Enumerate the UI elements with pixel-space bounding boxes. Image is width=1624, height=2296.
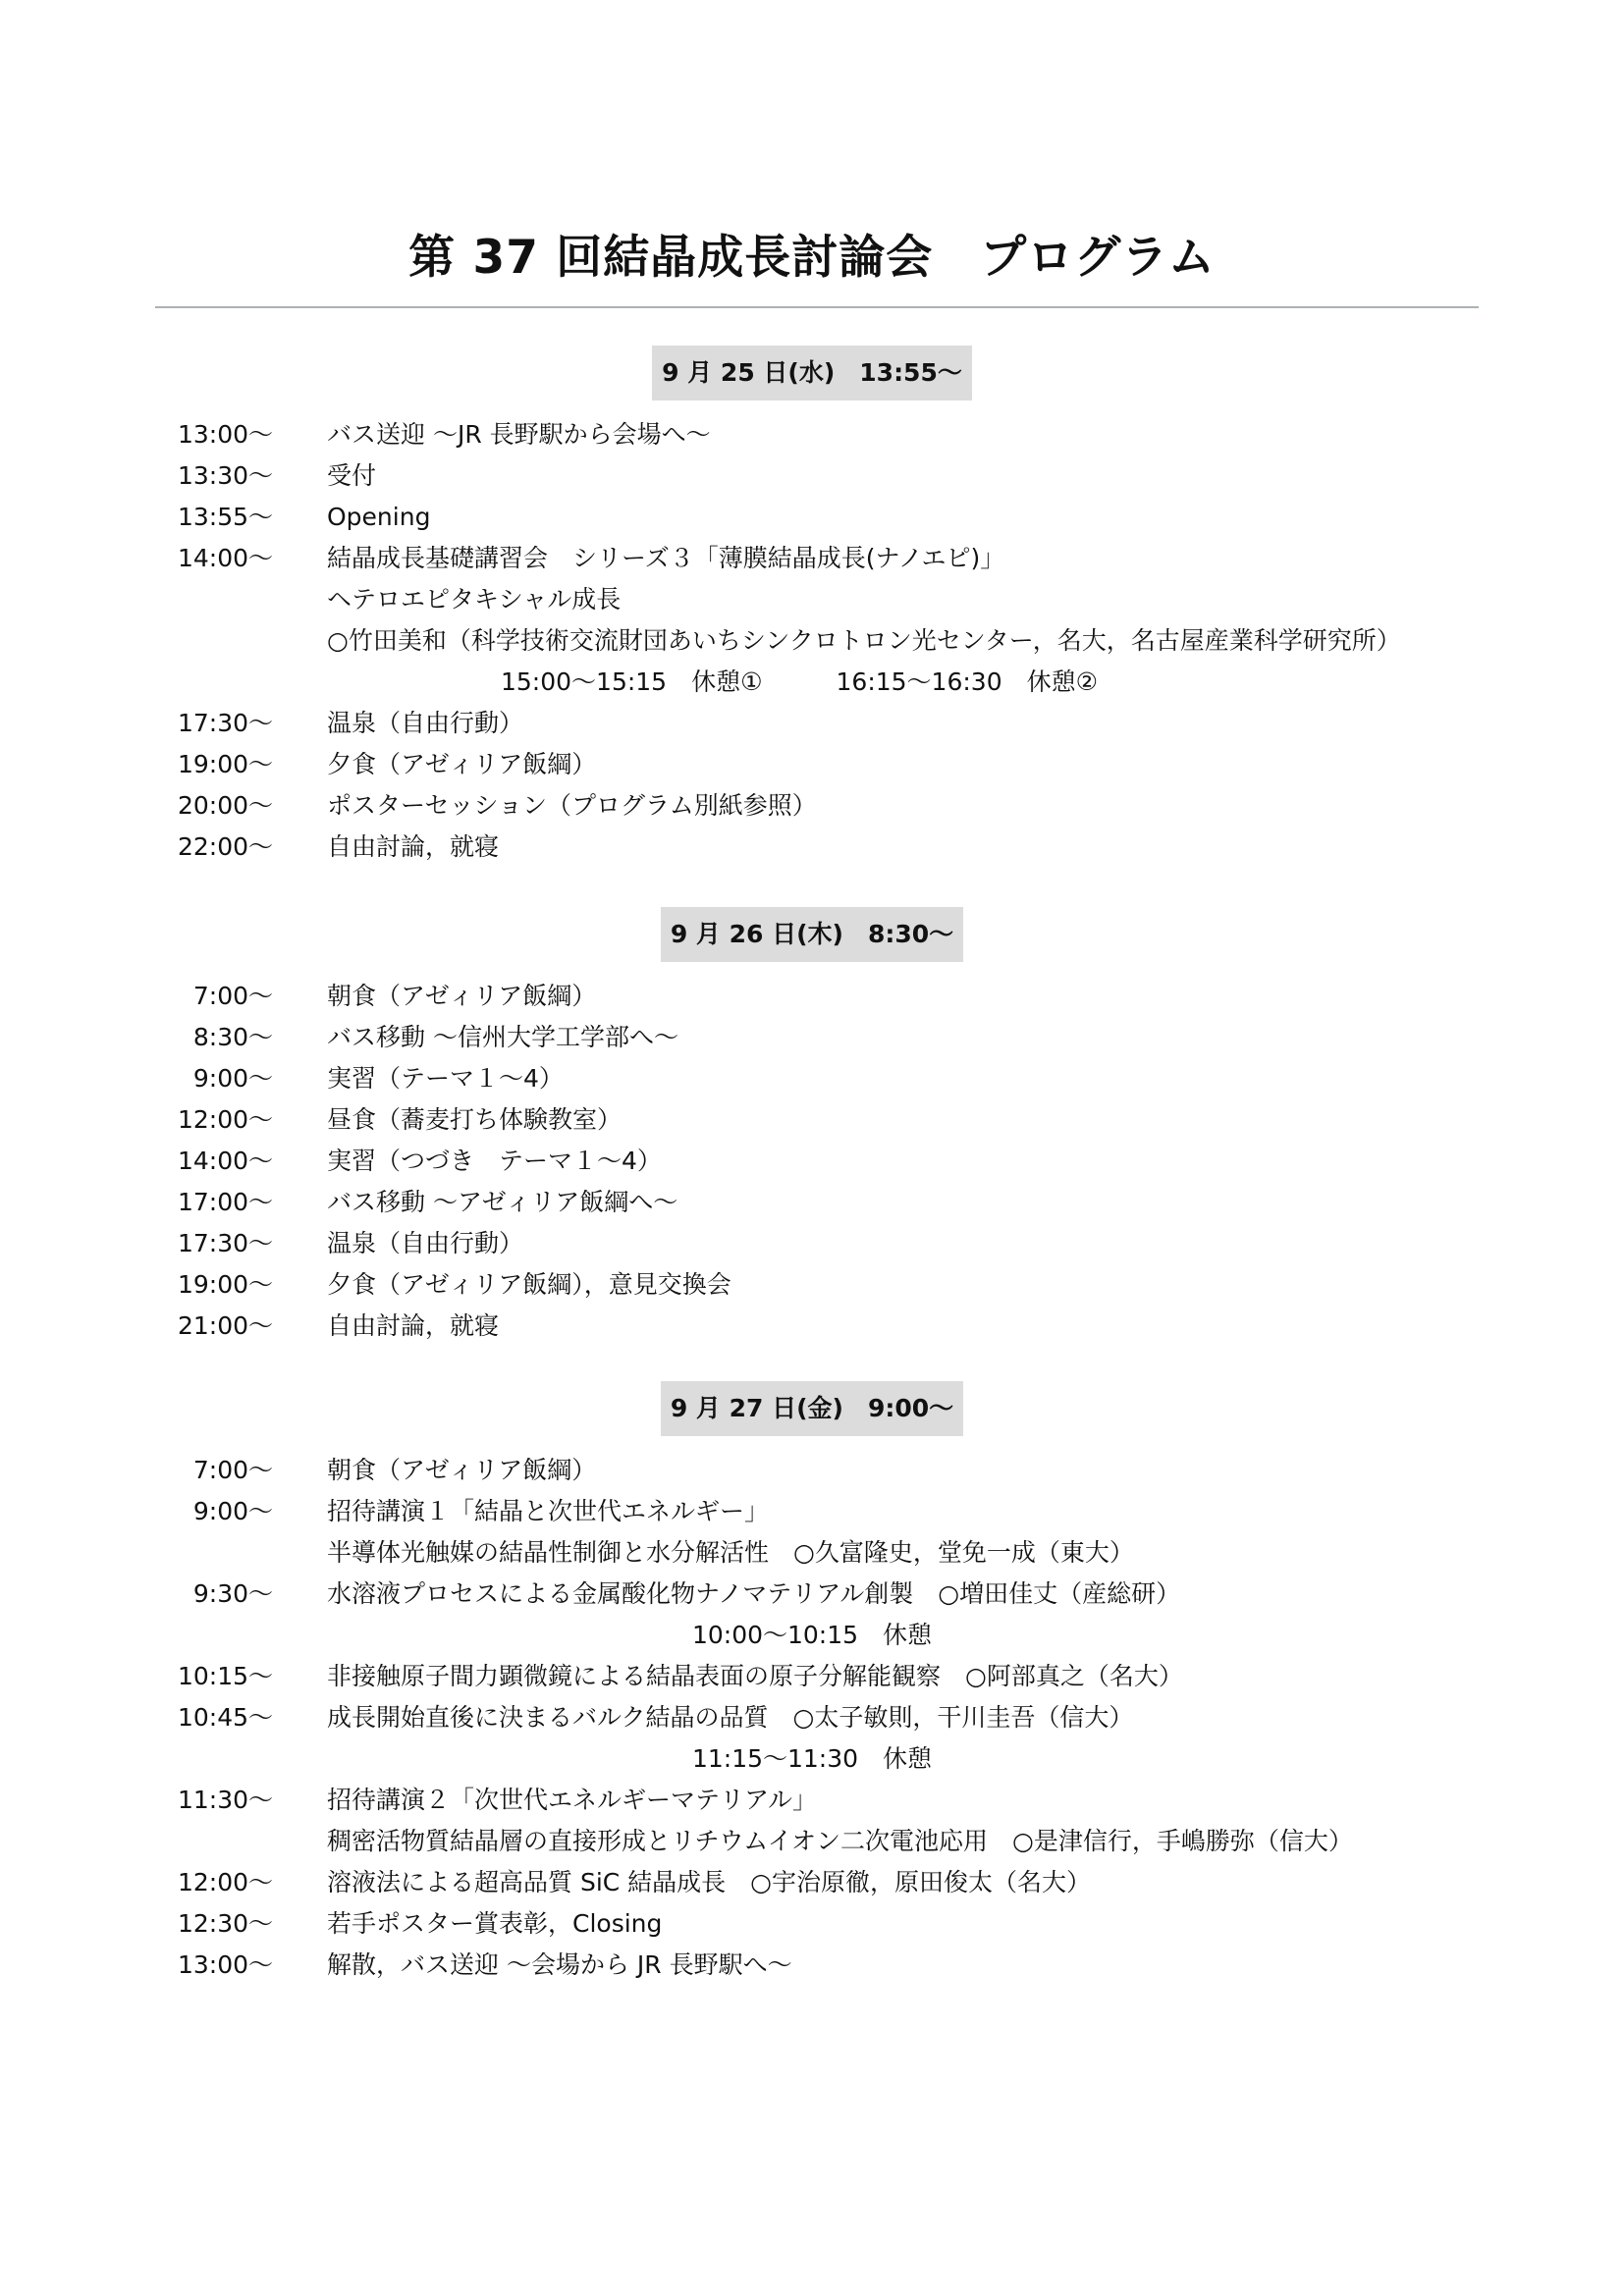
schedule-text: 11:15〜11:30 休憩 (691, 1744, 933, 1773)
schedule-row (0, 538, 1624, 579)
schedule-row (0, 1532, 1624, 1574)
schedule-row (0, 744, 1624, 785)
schedule-row (0, 1182, 1624, 1223)
schedule-text: バス移動 〜アゼィリア飯綱へ〜 (327, 1188, 678, 1216)
schedule-text: 夕食（アゼィリア飯綱），意見交換会 (327, 1270, 731, 1299)
title-divider (155, 306, 1479, 308)
schedule-time: 12:00〜 (177, 1105, 273, 1134)
schedule-row (0, 785, 1624, 827)
schedule-time: 10:45〜 (177, 1703, 273, 1732)
schedule-time: 9:00〜 (192, 1497, 273, 1525)
schedule-text: 非接触原子間力顕微鏡による結晶表面の原子分解能観察 ○阿部真之（名大） (327, 1662, 1183, 1690)
schedule-time: 13:55〜 (177, 503, 273, 531)
schedule-time: 17:30〜 (177, 1229, 273, 1257)
schedule-time: 7:00〜 (192, 1456, 273, 1484)
schedule-row (0, 1450, 1624, 1491)
schedule-text: バス移動 〜信州大学工学部へ〜 (327, 1023, 678, 1051)
schedule-time: 20:00〜 (177, 791, 273, 820)
schedule-time: 8:30〜 (192, 1023, 273, 1051)
schedule-text: 溶液法による超高品質 SiC 結晶成長 ○宇治原徹，原田俊太（名大） (327, 1868, 1091, 1896)
schedule-row (0, 1697, 1624, 1738)
schedule-row (0, 703, 1624, 744)
schedule-text: 温泉（自由行動） (327, 709, 524, 737)
schedule-text: 解散，バス送迎 〜会場から JR 長野駅へ〜 (327, 1950, 792, 1979)
schedule-time: 11:30〜 (177, 1786, 273, 1814)
schedule-text: 若手ポスター賞表彰，Closing (327, 1909, 663, 1938)
day-header (0, 346, 1624, 400)
schedule-row (0, 1491, 1624, 1532)
schedule-row (0, 1656, 1624, 1697)
schedule-row (0, 662, 1624, 703)
schedule-time: 21:00〜 (177, 1311, 273, 1340)
schedule-time: 7:00〜 (192, 982, 273, 1010)
schedule-row (0, 1862, 1624, 1903)
schedule-row (0, 1903, 1624, 1945)
schedule-text: ○竹田美和（科学技術交流財団あいちシンクロトロン光センター，名大，名古屋産業科学研究所） (327, 626, 1401, 655)
schedule-row (0, 1141, 1624, 1182)
schedule-row (0, 1306, 1624, 1347)
schedule-row (0, 1223, 1624, 1264)
schedule-time: 19:00〜 (177, 750, 273, 778)
schedule-text: 自由討論，就寝 (327, 832, 500, 861)
schedule-text: 実習（テーマ１〜4） (327, 1064, 564, 1093)
schedule-text: 10:00〜10:15 休憩 (691, 1621, 933, 1649)
schedule-text: 15:00〜15:15 休憩① 16:15〜16:30 休憩② (501, 667, 1099, 696)
schedule-text: 招待講演２「次世代エネルギーマテリアル」 (327, 1786, 818, 1814)
schedule-row (0, 1099, 1624, 1141)
schedule-row (0, 414, 1624, 455)
schedule-time: 14:00〜 (177, 1147, 273, 1175)
day-label: 9 月 27 日(金) 9:00〜 (661, 1381, 963, 1436)
schedule-time: 9:30〜 (192, 1579, 273, 1608)
schedule-text: 稠密活物質結晶層の直接形成とリチウムイオン二次電池応用 ○是津信行，手嶋勝弥（信大） (327, 1827, 1353, 1855)
schedule-row (0, 620, 1624, 662)
schedule-text: 朝食（アゼィリア飯綱） (327, 1456, 597, 1484)
schedule-row (0, 1615, 1624, 1656)
schedule-text: 実習（つづき テーマ１〜4） (327, 1147, 662, 1175)
schedule-time: 22:00〜 (177, 832, 273, 861)
schedule-text: 水溶液プロセスによる金属酸化物ナノマテリアル創製 ○増田佳丈（産総研） (327, 1579, 1181, 1608)
schedule-row (0, 1017, 1624, 1058)
schedule-row (0, 1574, 1624, 1615)
schedule-text: 夕食（アゼィリア飯綱） (327, 750, 597, 778)
schedule-row (0, 579, 1624, 620)
schedule-row (0, 1738, 1624, 1780)
schedule-text: 朝食（アゼィリア飯綱） (327, 982, 597, 1010)
day-header (0, 907, 1624, 962)
schedule-text: 昼食（蕎麦打ち体験教室） (327, 1105, 623, 1134)
schedule-time: 9:00〜 (192, 1064, 273, 1093)
schedule-time: 17:00〜 (177, 1188, 273, 1216)
schedule-time: 13:00〜 (177, 1950, 273, 1979)
schedule-text: 半導体光触媒の結晶性制御と水分解活性 ○久富隆史，堂免一成（東大） (327, 1538, 1134, 1567)
schedule-time: 12:30〜 (177, 1909, 273, 1938)
schedule-time: 13:30〜 (177, 461, 273, 490)
schedule-row (0, 455, 1624, 497)
schedule-time: 17:30〜 (177, 709, 273, 737)
schedule-time: 14:00〜 (177, 544, 273, 572)
schedule-time: 12:00〜 (177, 1868, 273, 1896)
schedule-row (0, 827, 1624, 868)
schedule-row (0, 1264, 1624, 1306)
schedule-list (0, 976, 1624, 1347)
day-label: 9 月 26 日(木) 8:30〜 (661, 907, 963, 962)
schedule-row (0, 1821, 1624, 1862)
day-header (0, 1381, 1624, 1436)
day-label: 9 月 25 日(水) 13:55〜 (652, 346, 972, 400)
schedule-text: ポスターセッション（プログラム別紙参照） (327, 791, 817, 820)
schedule-text: ヘテロエピタキシャル成長 (327, 585, 622, 614)
schedule-text: 成長開始直後に決まるバルク結晶の品質 ○太子敏則，干川圭吾（信大） (327, 1703, 1134, 1732)
schedule-text: 温泉（自由行動） (327, 1229, 524, 1257)
schedule-text: 自由討論，就寝 (327, 1311, 500, 1340)
schedule-text: Opening (327, 503, 431, 531)
schedule-time: 19:00〜 (177, 1270, 273, 1299)
schedule-text: 招待講演１「結晶と次世代エネルギー」 (327, 1497, 770, 1525)
schedule-time: 13:00〜 (177, 420, 273, 449)
schedule-row (0, 1945, 1624, 1986)
schedule-list (0, 1450, 1624, 1986)
schedule-list (0, 414, 1624, 868)
page-title: 第 37 回結晶成長討論会 プログラム (408, 231, 1216, 285)
schedule-time: 10:15〜 (177, 1662, 273, 1690)
schedule-row (0, 976, 1624, 1017)
schedule-row (0, 1780, 1624, 1821)
schedule-text: 受付 (327, 461, 377, 490)
schedule-row (0, 497, 1624, 538)
schedule-row (0, 1058, 1624, 1099)
schedule-text: バス送迎 〜JR 長野駅から会場へ〜 (327, 420, 711, 449)
schedule-text: 結晶成長基礎講習会 シリーズ３「薄膜結晶成長(ナノエピ)」 (327, 544, 1005, 572)
